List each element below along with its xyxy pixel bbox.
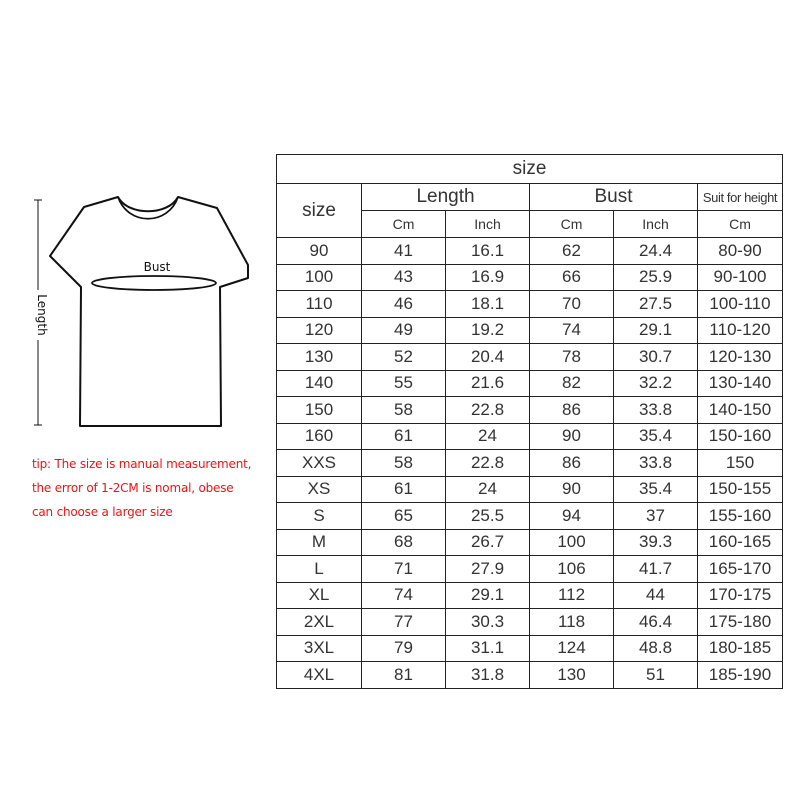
height-cm-cell: 100-110 (698, 291, 783, 318)
table-row (277, 238, 783, 265)
table-title: size (277, 155, 783, 184)
table-row (277, 423, 783, 450)
height-cm-cell: 150 (698, 450, 783, 477)
bust-inch-cell: 37 (614, 503, 698, 530)
table-row (277, 582, 783, 609)
length-cm-cell: 58 (362, 397, 446, 424)
height-cm-cell: 80-90 (698, 238, 783, 265)
length-inch-cell: 19.2 (446, 317, 530, 344)
size-column-header: size (277, 184, 362, 238)
table-row (277, 397, 783, 424)
length-inch-cell: 31.8 (446, 662, 530, 689)
length-inch-cell: 30.3 (446, 609, 530, 636)
length-inch-cell: 24 (446, 423, 530, 450)
length-cm-cell: 49 (362, 317, 446, 344)
length-inch-cell: 27.9 (446, 556, 530, 583)
size-rows (277, 238, 783, 689)
length-cm-cell: 81 (362, 662, 446, 689)
height-cm-cell: 90-100 (698, 264, 783, 291)
length-inch-cell: 21.6 (446, 370, 530, 397)
size-cell: 120 (277, 317, 362, 344)
table-row (277, 503, 783, 530)
bust-cm-cell: 86 (530, 450, 614, 477)
size-cell: 90 (277, 238, 362, 265)
table-row (277, 291, 783, 318)
size-cell: 2XL (277, 609, 362, 636)
size-chart-table (276, 154, 783, 689)
length-inch-cell: 25.5 (446, 503, 530, 530)
bust-inch-cell: 24.4 (614, 238, 698, 265)
height-cm-cell: 160-165 (698, 529, 783, 556)
length-cm-cell: 55 (362, 370, 446, 397)
height-cm-cell: 110-120 (698, 317, 783, 344)
size-cell: 150 (277, 397, 362, 424)
bust-inch-cell: 33.8 (614, 397, 698, 424)
bust-inch-cell: 41.7 (614, 556, 698, 583)
length-inch-cell: 26.7 (446, 529, 530, 556)
table-row (277, 635, 783, 662)
length-inch-cell: 31.1 (446, 635, 530, 662)
size-cell: XL (277, 582, 362, 609)
table-row (277, 476, 783, 503)
unit-header: Cm (362, 211, 446, 238)
length-cm-cell: 52 (362, 344, 446, 371)
size-cell: 100 (277, 264, 362, 291)
size-cell: 160 (277, 423, 362, 450)
bust-cm-cell: 124 (530, 635, 614, 662)
bust-cm-cell: 90 (530, 476, 614, 503)
bust-inch-cell: 35.4 (614, 423, 698, 450)
height-cm-cell: 185-190 (698, 662, 783, 689)
length-inch-cell: 22.8 (446, 397, 530, 424)
bust-inch-cell: 48.8 (614, 635, 698, 662)
size-cell: 140 (277, 370, 362, 397)
tshirt-collar (118, 197, 178, 219)
length-cm-cell: 68 (362, 529, 446, 556)
bust-cm-cell: 78 (530, 344, 614, 371)
table-row (277, 529, 783, 556)
bust-cm-cell: 106 (530, 556, 614, 583)
table-row (277, 662, 783, 689)
bust-inch-cell: 39.3 (614, 529, 698, 556)
unit-header: Inch (446, 211, 530, 238)
tip-line: can choose a larger size (32, 505, 173, 519)
height-cm-cell: 140-150 (698, 397, 783, 424)
size-cell: 110 (277, 291, 362, 318)
unit-header: Cm (530, 211, 614, 238)
length-group-header: Length (362, 184, 530, 211)
height-cm-cell: 175-180 (698, 609, 783, 636)
bust-cm-cell: 70 (530, 291, 614, 318)
length-cm-cell: 41 (362, 238, 446, 265)
height-cm-cell: 120-130 (698, 344, 783, 371)
bust-cm-cell: 118 (530, 609, 614, 636)
length-cm-cell: 58 (362, 450, 446, 477)
height-cm-cell: 150-160 (698, 423, 783, 450)
bust-inch-cell: 35.4 (614, 476, 698, 503)
length-inch-cell: 18.1 (446, 291, 530, 318)
table-row (277, 370, 783, 397)
bust-cm-cell: 66 (530, 264, 614, 291)
length-inch-cell: 24 (446, 476, 530, 503)
table-row (277, 609, 783, 636)
length-label: Length (35, 294, 49, 336)
length-inch-cell: 16.1 (446, 238, 530, 265)
tshirt-outline (50, 197, 248, 426)
table-row (277, 344, 783, 371)
table-row (277, 556, 783, 583)
bust-cm-cell: 94 (530, 503, 614, 530)
size-cell: S (277, 503, 362, 530)
bust-cm-cell: 74 (530, 317, 614, 344)
bust-inch-cell: 29.1 (614, 317, 698, 344)
length-inch-cell: 20.4 (446, 344, 530, 371)
bust-cm-cell: 86 (530, 397, 614, 424)
length-cm-cell: 74 (362, 582, 446, 609)
tshirt-diagram (0, 0, 280, 450)
height-cm-cell: 130-140 (698, 370, 783, 397)
bust-inch-cell: 46.4 (614, 609, 698, 636)
height-cm-cell: 170-175 (698, 582, 783, 609)
bust-inch-cell: 25.9 (614, 264, 698, 291)
bust-inch-cell: 44 (614, 582, 698, 609)
height-cm-cell: 165-170 (698, 556, 783, 583)
length-cm-cell: 79 (362, 635, 446, 662)
height-cm-cell: 150-155 (698, 476, 783, 503)
size-cell: L (277, 556, 362, 583)
bust-cm-cell: 62 (530, 238, 614, 265)
length-cm-cell: 71 (362, 556, 446, 583)
bust-inch-cell: 51 (614, 662, 698, 689)
table-row (277, 450, 783, 477)
tip-line: the error of 1-2CM is nomal, obese (32, 481, 234, 495)
bust-inch-cell: 33.8 (614, 450, 698, 477)
bust-label: Bust (143, 260, 171, 274)
bust-measure-ellipse (92, 276, 216, 290)
bust-cm-cell: 100 (530, 529, 614, 556)
size-cell: 4XL (277, 662, 362, 689)
length-cm-cell: 46 (362, 291, 446, 318)
unit-header: Cm (698, 211, 783, 238)
bust-group-header: Bust (530, 184, 698, 211)
table-row (277, 317, 783, 344)
tip-line: tip: The size is manual measurement, (32, 457, 252, 471)
bust-cm-cell: 82 (530, 370, 614, 397)
length-inch-cell: 22.8 (446, 450, 530, 477)
bust-inch-cell: 27.5 (614, 291, 698, 318)
bust-cm-cell: 90 (530, 423, 614, 450)
measurement-tip (32, 452, 272, 524)
size-cell: M (277, 529, 362, 556)
length-cm-cell: 61 (362, 476, 446, 503)
length-inch-cell: 16.9 (446, 264, 530, 291)
size-cell: 130 (277, 344, 362, 371)
height-cm-cell: 155-160 (698, 503, 783, 530)
length-inch-cell: 29.1 (446, 582, 530, 609)
unit-header: Inch (614, 211, 698, 238)
length-cm-cell: 61 (362, 423, 446, 450)
length-cm-cell: 65 (362, 503, 446, 530)
size-cell: XXS (277, 450, 362, 477)
length-cm-cell: 43 (362, 264, 446, 291)
height-cm-cell: 180-185 (698, 635, 783, 662)
bust-inch-cell: 30.7 (614, 344, 698, 371)
size-cell: XS (277, 476, 362, 503)
height-group-header: Suit for height (698, 184, 783, 211)
bust-cm-cell: 112 (530, 582, 614, 609)
table-row (277, 264, 783, 291)
size-cell: 3XL (277, 635, 362, 662)
bust-inch-cell: 32.2 (614, 370, 698, 397)
bust-cm-cell: 130 (530, 662, 614, 689)
length-cm-cell: 77 (362, 609, 446, 636)
